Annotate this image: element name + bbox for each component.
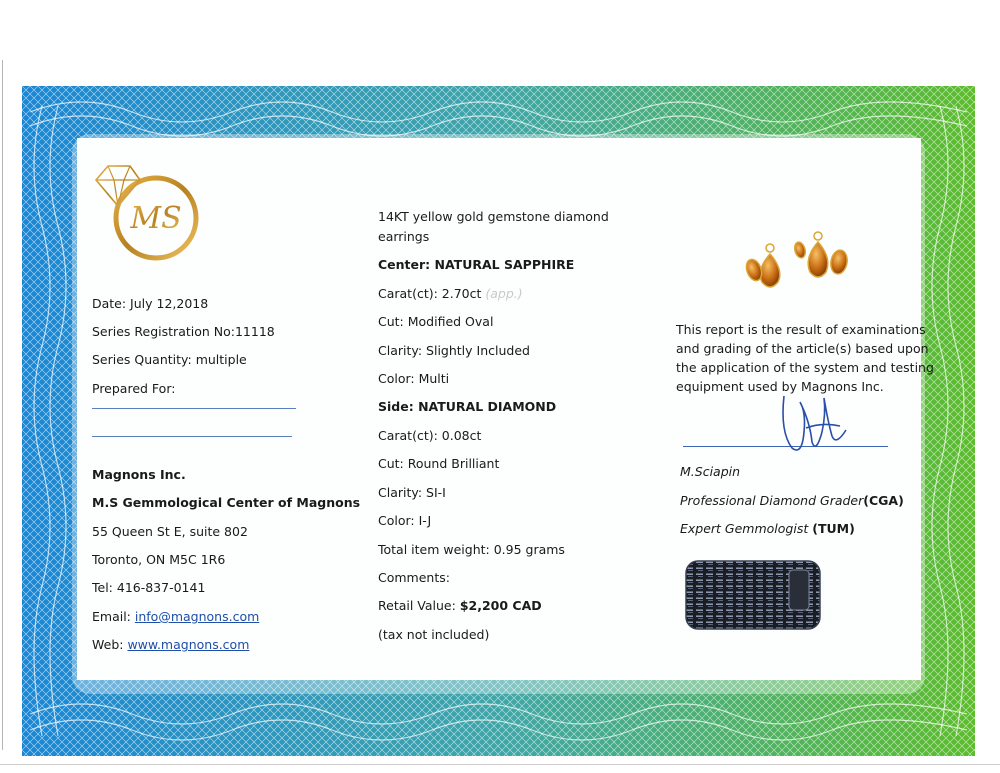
prepared-for-line-2 <box>92 436 292 437</box>
report-line-3: the application of the system and testing <box>676 360 934 375</box>
description-line-2: earrings <box>378 229 430 244</box>
email-label: Email: <box>92 609 135 624</box>
earrings-photo <box>742 230 852 300</box>
web-label: Web: <box>92 637 128 652</box>
telephone: Tel: 416-837-0141 <box>92 580 206 595</box>
center-carat-value: Carat(ct): 2.70ct <box>378 286 482 301</box>
retail-label: Retail Value: <box>378 598 460 613</box>
center-cut: Cut: Modified Oval <box>378 314 494 329</box>
address-line-2: Toronto, ON M5C 1R6 <box>92 552 226 567</box>
tax-note: (tax not included) <box>378 627 490 642</box>
report-line-4: equipment used by Magnons Inc. <box>676 379 884 394</box>
web-row <box>92 637 249 652</box>
retail-value <box>378 598 542 613</box>
series-registration: Series Registration No:11118 <box>92 324 275 339</box>
ms-logo <box>94 158 206 268</box>
grader-title-1-suffix: (CGA) <box>863 493 904 508</box>
scan-edge-left <box>2 60 3 750</box>
report-line-1: This report is the result of examinations <box>676 322 926 337</box>
prepared-for-line-1 <box>92 408 296 409</box>
center-clarity: Clarity: Slightly Included <box>378 343 530 358</box>
center-stone-heading: Center: NATURAL SAPPHIRE <box>378 257 575 272</box>
grader-title-2-suffix: (TUM) <box>812 521 855 536</box>
side-color: Color: I-J <box>378 513 432 528</box>
date: Date: July 12,2018 <box>92 296 209 311</box>
signature <box>770 392 850 458</box>
email-row <box>92 609 259 624</box>
center-carat <box>378 286 523 301</box>
center-color: Color: Multi <box>378 371 450 386</box>
security-hologram-seal <box>685 560 821 630</box>
side-carat: Carat(ct): 0.08ct <box>378 428 482 443</box>
grader-title-1-text: Professional Diamond Grader <box>680 493 864 508</box>
grader-name: M.Sciapin <box>680 464 741 479</box>
series-quantity: Series Quantity: multiple <box>92 352 247 367</box>
web-link[interactable]: www.magnons.com <box>127 637 250 652</box>
side-stone-heading: Side: NATURAL DIAMOND <box>378 399 557 414</box>
retail-amount: $2,200 CAD <box>459 598 542 613</box>
approx-note: (app.) <box>485 286 523 301</box>
company-name: Magnons Inc. <box>92 467 186 482</box>
side-cut: Cut: Round Brilliant <box>378 456 500 471</box>
address-line-1: 55 Queen St E, suite 802 <box>92 524 248 539</box>
grader-title-2-text: Expert Gemmologist <box>680 521 813 536</box>
total-weight: Total item weight: 0.95 grams <box>378 542 565 557</box>
scan-edge-bottom <box>0 764 1000 765</box>
report-line-2: and grading of the article(s) based upon <box>676 341 929 356</box>
comments: Comments: <box>378 570 450 585</box>
email-link[interactable]: info@magnons.com <box>134 609 260 624</box>
prepared-for: Prepared For: <box>92 381 176 396</box>
grader-title-2 <box>680 521 855 536</box>
grader-title-1 <box>680 493 904 508</box>
description-line-1: 14KT yellow gold gemstone diamond <box>378 209 609 224</box>
logo-text: MS <box>130 201 182 236</box>
center-name: M.S Gemmological Center of Magnons <box>92 495 361 510</box>
side-clarity: Clarity: SI-I <box>378 485 446 500</box>
